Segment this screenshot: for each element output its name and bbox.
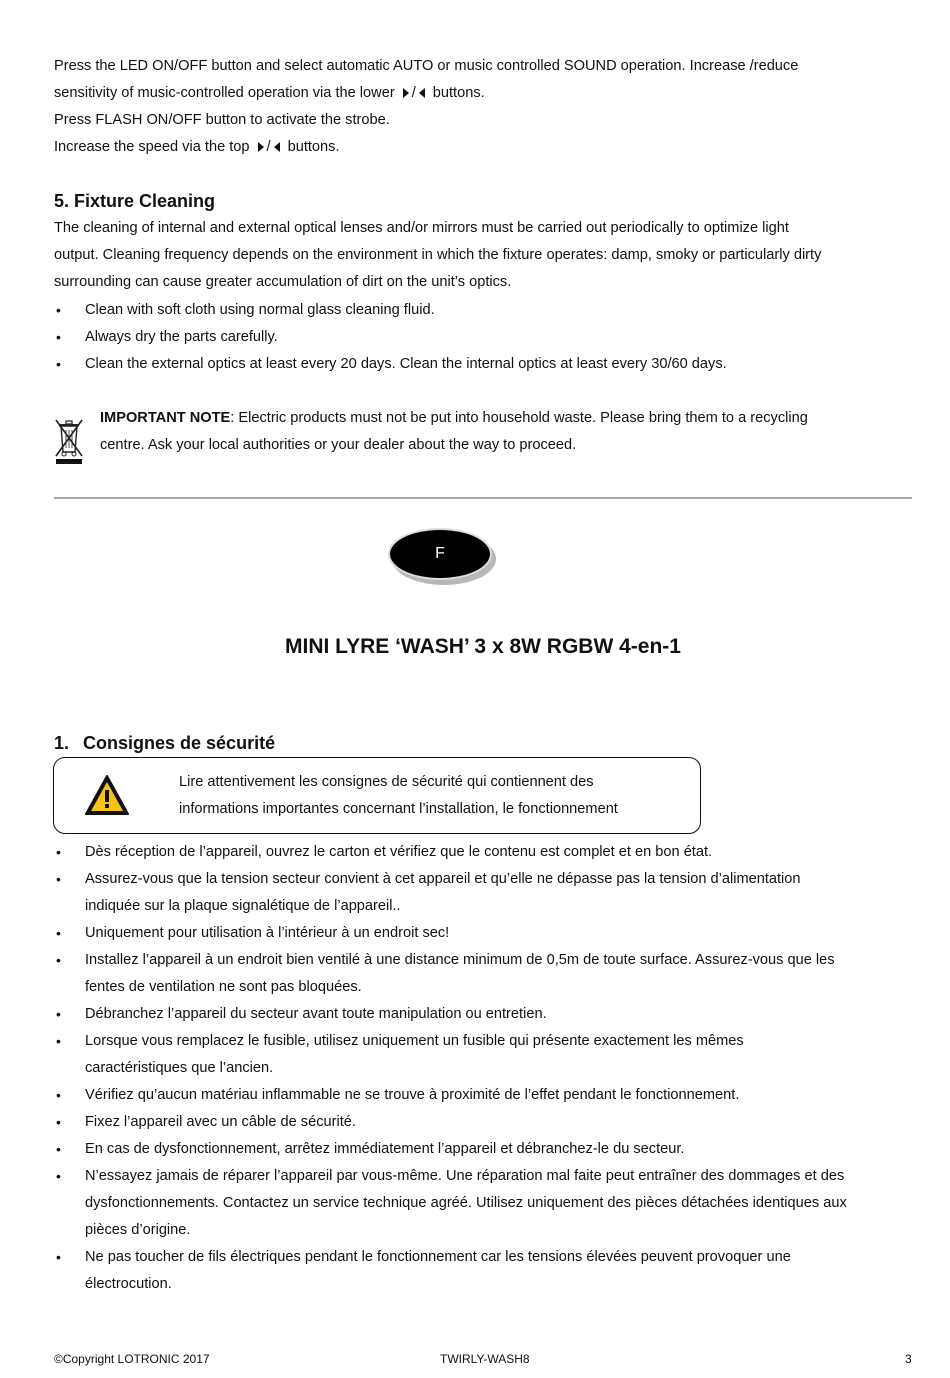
safety-bullet-line: Uniquement pour utilisation à l’intérieur à un endroit sec! [85,925,450,941]
intro-line-2-end: buttons. [432,85,485,101]
intro-line-2 [54,83,485,103]
arrow-separator: / [266,139,271,155]
warning-triangle-icon [84,774,130,816]
safety-bullet-line: Ne pas toucher de fils électriques pendant le fonctionnement car les tensions élevées peuvent provoquer une [85,1249,791,1265]
intro-line-4-end: buttons. [287,139,340,155]
bullet-dot: • [56,1249,61,1265]
footer-model: TWIRLY-WASH8 [440,1352,530,1366]
important-note-label: IMPORTANT NOTE [100,410,231,426]
cleaning-heading: 5. Fixture Cleaning [54,191,216,211]
bullet-dot: • [56,925,61,941]
important-note-text: : Electric products must not be put into household waste. Please bring them to a recycling [230,410,808,426]
safety-bullet-line: Lorsque vous remplacez le fusible, utilisez uniquement un fusible qui présente exactement les mêmes [85,1033,744,1049]
warning-text-line-2: informations importantes concernant l’installation, le fonctionnement [179,801,618,817]
warning-box [53,757,701,834]
footer-page-number: 3 [905,1352,912,1366]
safety-bullet-line: indiquée sur la plaque signalétique de l’appareil.. [85,898,401,914]
important-note-line-2: centre. Ask your local authorities or your dealer about the way to proceed. [100,437,577,453]
safety-bullet-line: dysfonctionnements. Contactez un service technique agréé. Utilisez uniquement des pièces détachées identiques aux [85,1195,847,1211]
bullet-dot: • [56,844,61,860]
important-note-line-1 [100,408,808,428]
safety-heading-text: Consignes de sécurité [83,733,276,753]
bullet-dot: • [56,1087,61,1103]
right-arrow-icon [403,88,409,98]
safety-bullet-line: fentes de ventilation ne sont pas bloquées. [85,979,362,995]
warning-text-line-1: Lire attentivement les consignes de sécurité qui contiennent des [179,774,594,790]
cleaning-bullet-item: Always dry the parts carefully. [85,329,278,345]
cleaning-para-line: The cleaning of internal and external optical lenses and/or mirrors must be carried out periodically to optimize light [54,220,789,236]
intro-line-4 [54,137,340,157]
safety-bullet-line: Débranchez l’appareil du secteur avant toute manipulation ou entretien. [85,1006,547,1022]
safety-bullet-line: Vérifiez qu’aucun matériau inflammable ne se trouve à proximité de l’effet pendant le fonctionnement. [85,1087,740,1103]
language-badge [388,528,498,586]
safety-bullet-line: N’essayez jamais de réparer l’appareil par vous-même. Une réparation mal faite peut entraîner des dommages et des [85,1168,845,1184]
safety-bullet-line: Fixez l’appareil avec un câble de sécurité. [85,1114,356,1130]
cleaning-bullet-item: Clean the external optics at least every 20 days. Clean the internal optics at least every 30/60 days. [85,356,727,372]
section-divider [54,497,912,499]
intro-line-3: Press FLASH ON/OFF button to activate the strobe. [54,112,390,128]
intro-line-1: Press the LED ON/OFF button and select automatic AUTO or music controlled SOUND operation. Increase /reduce [54,58,799,74]
bullet-dot: • [56,1006,61,1022]
safety-bullet-line: En cas de dysfonctionnement, arrêtez immédiatement l’appareil et débranchez-le du secteur. [85,1141,685,1157]
safety-bullet-line: Installez l’appareil à un endroit bien ventilé à une distance minimum de 0,5m de toute surface. Assurez-vous que les [85,952,835,968]
bullet-dot: • [56,1114,61,1130]
left-arrow-icon [419,88,425,98]
intro-line-4-text: Increase the speed via the top [54,139,250,155]
bullet-dot: • [56,871,61,887]
bullet-dot: • [56,1141,61,1157]
intro-line-2-text: sensitivity of music-controlled operation via the lower [54,85,395,101]
safety-bullet-line: caractéristiques que l’ancien. [85,1060,274,1076]
language-badge-oval: F [388,528,492,580]
page-title: MINI LYRE ‘WASH’ 3 x 8W RGBW 4-en-1 [285,635,681,658]
bullet-dot: • [56,356,61,372]
safety-heading-number: 1. [54,733,70,753]
right-arrow-icon [258,142,264,152]
bullet-dot: • [56,329,61,345]
weee-bin-icon [54,418,84,464]
cleaning-bullet-item: Clean with soft cloth using normal glass cleaning fluid. [85,302,435,318]
cleaning-para-line: output. Cleaning frequency depends on the environment in which the fixture operates: damp, smoky or particularly dirty [54,247,822,263]
safety-bullet-line: pièces d’origine. [85,1222,191,1238]
bullet-dot: • [56,1033,61,1049]
cleaning-para-line: surrounding can cause greater accumulation of dirt on the unit’s optics. [54,274,512,290]
safety-bullet-line: électrocution. [85,1276,172,1292]
arrow-separator: / [411,85,416,101]
bullet-dot: • [56,1168,61,1184]
bullet-dot: • [56,302,61,318]
safety-bullet-line: Assurez-vous que la tension secteur convient à cet appareil et qu’elle ne dépasse pas la tension d’alimentation [85,871,801,887]
bullet-dot: • [56,952,61,968]
safety-bullet-line: Dès réception de l’appareil, ouvrez le carton et vérifiez que le contenu est complet et en bon état. [85,844,713,860]
safety-heading [54,732,275,754]
left-arrow-icon [274,142,280,152]
footer-copyright: ©Copyright LOTRONIC 2017 [54,1352,210,1366]
